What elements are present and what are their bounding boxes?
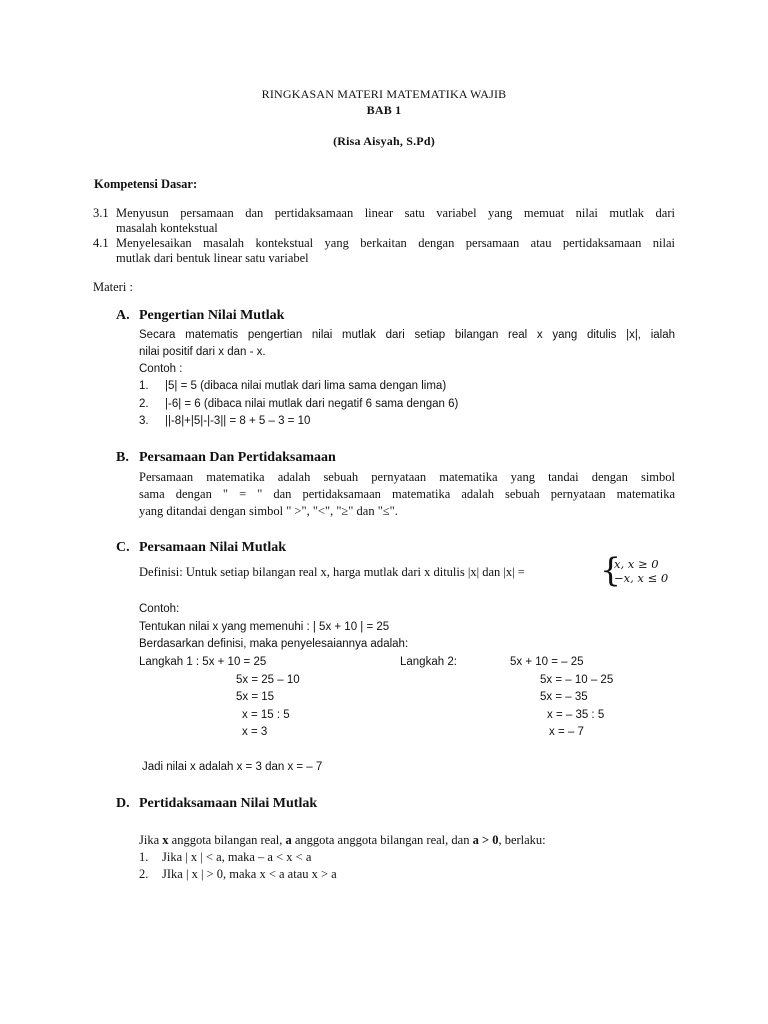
list-item: |5| = 5 (dibaca nilai mutlak dari lima sama dengan lima) (165, 380, 447, 392)
section-c-letter: C. (116, 540, 130, 555)
rule-item: Jika | x | < a, maka – a < x < a (162, 850, 312, 864)
step1-line: x = 15 : 5 (242, 709, 290, 721)
step2-line: x = – 7 (549, 726, 584, 738)
intro-text: Jika (139, 833, 163, 847)
list-item: ||-8|+|5|-|-3|| = 8 + 5 – 3 = 10 (165, 415, 311, 427)
step2-label: Langkah 2: (400, 656, 457, 668)
solution-intro: Berdasarkan definisi, maka penyelesaiannya adalah: (139, 638, 409, 650)
step2-line: 5x = – 35 (540, 691, 588, 703)
section-a-title: Pengertian Nilai Mutlak (139, 308, 285, 323)
section-b-text: yang ditandai dengan simbol " >", "<", "≥" dan "≤". (139, 504, 398, 518)
section-b-text: sama dengan " = " dan pertidaksamaan matematika adalah sebuah pernyataan matematika (139, 487, 675, 501)
intro-condition: a > 0 (472, 833, 499, 847)
case-positive: x, x ≥ 0 (614, 557, 659, 571)
materi-label: Materi : (93, 280, 133, 294)
piecewise-definition (600, 550, 680, 589)
author-label: (Risa Aisyah, S.Pd) (333, 134, 435, 148)
list-item: |-6| = 6 (dibaca nilai mutlak dari negatif 6 sama dengan 6) (165, 398, 459, 410)
kd-text: Menyelesaikan masalah kontekstual yang berkaitan dengan persamaan atau pertidaksamaan nilai (116, 236, 675, 250)
step2-line: x = – 35 : 5 (547, 709, 605, 721)
step1-label: Langkah 1 : 5x + 10 = 25 (139, 656, 267, 668)
list-number: 2. (139, 398, 149, 410)
section-d-intro (139, 833, 546, 848)
contoh-label: Contoh : (139, 363, 183, 375)
kd-text: Menyusun persamaan dan pertidaksamaan linear satu variabel yang memuat nilai mutlak dari (116, 206, 675, 220)
step1-line: x = 3 (242, 726, 268, 738)
problem-statement: Tentukan nilai x yang memenuhi : | 5x + 10 | = 25 (139, 621, 390, 633)
step1-line: 5x = 25 – 10 (236, 674, 300, 686)
kd-number: 4.1 (93, 236, 109, 250)
list-number: 1. (139, 850, 149, 864)
contoh-label: Contoh: (139, 603, 180, 615)
kd-number: 3.1 (93, 206, 109, 220)
kd-text: mutlak dari bentuk linear satu variabel (116, 251, 309, 265)
case-negative: −x, x ≤ 0 (614, 571, 669, 585)
list-number: 1. (139, 380, 149, 392)
list-number: 2. (139, 867, 149, 881)
list-number: 3. (139, 415, 149, 427)
kompetensi-heading: Kompetensi Dasar: (94, 177, 198, 191)
section-b-title: Persamaan Dan Pertidaksamaan (139, 450, 336, 465)
step2-first-line: 5x + 10 = – 25 (510, 656, 584, 668)
section-a-text: Secara matematis pengertian nilai mutlak dari setiap bilangan real x yang ditulis |x|, ialah (139, 329, 675, 341)
section-c-title: Persamaan Nilai Mutlak (139, 540, 286, 555)
intro-text: anggota bilangan real, (168, 833, 286, 847)
section-b-letter: B. (116, 450, 129, 465)
conclusion: Jadi nilai x adalah x = 3 dan x = – 7 (142, 761, 323, 773)
chapter-label: BAB 1 (366, 103, 402, 117)
rule-item: JIka | x | > 0, maka x < a atau x > a (162, 867, 337, 881)
step1-line: 5x = 15 (236, 691, 275, 703)
section-b-text: Persamaan matematika adalah sebuah pernyataan matematika yang tandai dengan simbol (139, 470, 675, 484)
intro-text: anggota anggota bilangan real, dan (291, 833, 473, 847)
brace-symbol: { (600, 550, 621, 589)
section-a-letter: A. (116, 308, 130, 323)
intro-var-x: x (162, 833, 169, 847)
section-a-text: nilai positif dari x dan - x. (139, 346, 266, 358)
step2-line: 5x = – 10 – 25 (540, 674, 614, 686)
kd-text: masalah kontekstual (116, 221, 218, 235)
intro-var-a: a (285, 833, 292, 847)
definition-text: Definisi: Untuk setiap bilangan real x, harga mutlak dari x ditulis |x| dan |x| = (139, 565, 525, 579)
section-d-letter: D. (116, 796, 130, 811)
document-title: RINGKASAN MATERI MATEMATIKA WAJIB (261, 87, 507, 101)
section-d-title: Pertidaksamaan Nilai Mutlak (139, 796, 318, 811)
intro-text: , berlaku: (498, 833, 546, 847)
